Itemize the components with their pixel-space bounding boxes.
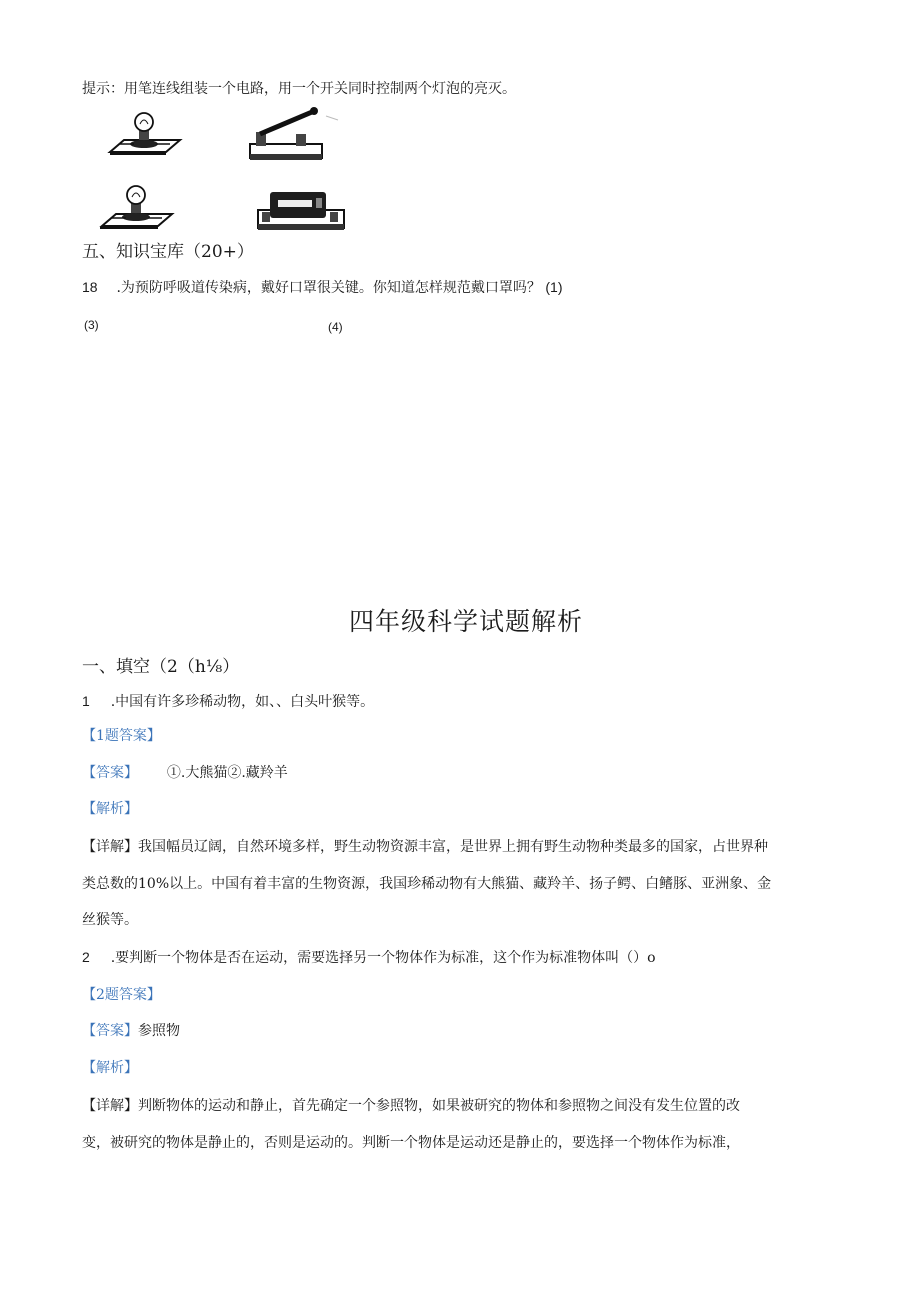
bulb-icon-1 — [104, 108, 184, 158]
page-title: 四年级科学试题解析 — [349, 607, 584, 636]
q2-analysis-header: 【解析】 — [82, 1060, 138, 1076]
q18-number: 18 — [82, 279, 98, 295]
q2-detail-line-2: 变，被研究的物体是静止的，否则是运动的。判断一个物体是运动还是静止的，要选择一个物体作为标准， — [82, 1135, 740, 1151]
switch-icon — [246, 106, 342, 168]
q1-detail-line-2: 类总数的10%以上。中国有着丰富的生物资源，我国珍稀动物有大熊猫、藏羚羊、扬子鳄、白鳍豚、亚洲象、金 — [82, 876, 772, 892]
q2-line — [82, 948, 656, 967]
q1-answer-line — [82, 764, 288, 782]
q2-detail-text-1: 判断物体的运动和静止，首先确定一个参照物，如果被研究的物体和参照物之间没有发生位置的改 — [138, 1098, 740, 1114]
q2-text: .要判断一个物体是否在运动，需要选择另一个物体作为标准，这个作为标准物体叫（）o — [110, 950, 656, 966]
q1-detail-label: 【详解】 — [82, 839, 138, 855]
q1-detail-line-3: 丝猴等。 — [82, 912, 138, 928]
q18-part-1: (1) — [545, 279, 563, 295]
q1-detail-line-1 — [82, 838, 768, 856]
q1-answer-value: ①.大熊猫②.藏羚羊 — [166, 765, 288, 781]
battery-icon — [256, 184, 348, 234]
section5-heading: 五、知识宝库（20+） — [82, 242, 254, 262]
q2-answer-label: 【答案】 — [82, 1023, 138, 1039]
q1-answer-label: 【答案】 — [82, 765, 138, 781]
q2-detail-line-1 — [82, 1097, 740, 1115]
q18-part-3: (3) — [84, 318, 99, 332]
q2-answer-value: 参照物 — [138, 1023, 180, 1039]
q2-detail-label: 【详解】 — [82, 1098, 138, 1114]
q1-number: 1 — [82, 693, 90, 709]
hint-text: 提示：用笔连线组装一个电路，用一个开关同时控制两个灯泡的亮灭。 — [82, 81, 516, 97]
q1-analysis-header: 【解析】 — [82, 801, 138, 817]
q18-part-4: (4) — [328, 320, 343, 334]
q18-line — [82, 278, 563, 297]
section1-heading: 一、填空（2（h⅛） — [82, 657, 240, 677]
q2-answer-header: 【2题答案】 — [82, 987, 161, 1003]
q18-text: .为预防呼吸道传染病，戴好口罩很关键。你知道怎样规范戴口罩吗？ — [116, 280, 541, 296]
q2-answer-line — [82, 1022, 180, 1040]
q1-text: .中国有许多珍稀动物，如、、白头叶猴等。 — [110, 694, 375, 710]
q1-detail-text-1: 我国幅员辽阔，自然环境多样，野生动物资源丰富，是世界上拥有野生动物种类最多的国家，占世界种 — [138, 839, 768, 855]
q1-line — [82, 692, 374, 711]
q2-number: 2 — [82, 949, 90, 965]
q1-answer-header: 【1题答案】 — [82, 728, 161, 744]
bulb-icon-2 — [96, 184, 176, 232]
